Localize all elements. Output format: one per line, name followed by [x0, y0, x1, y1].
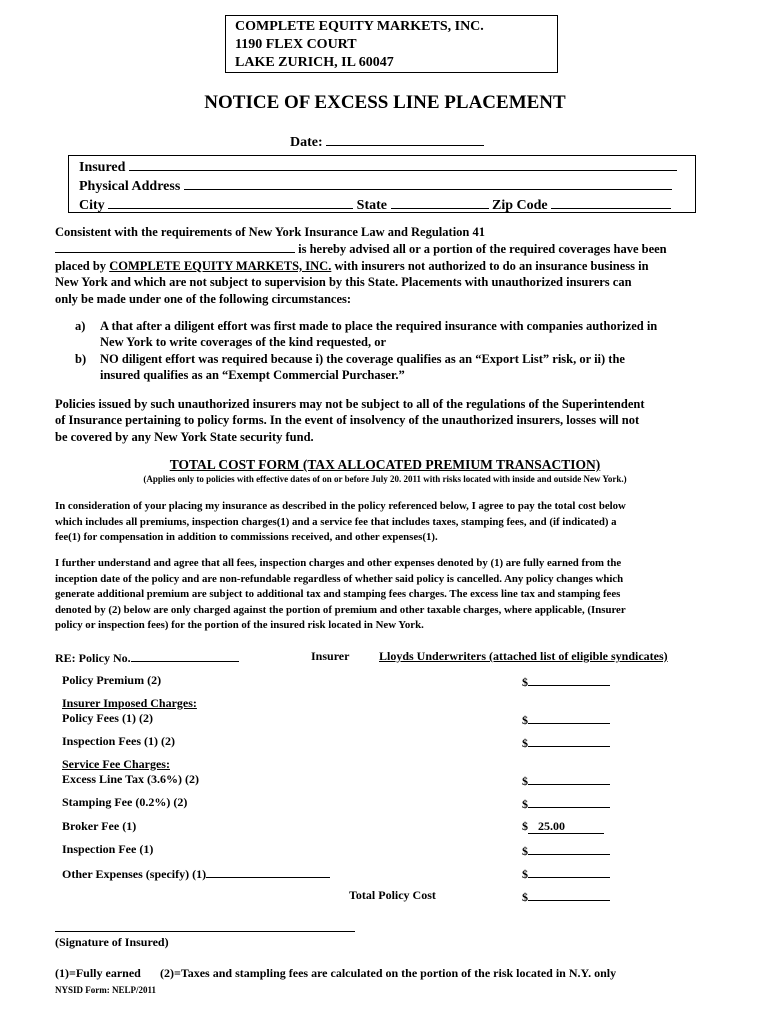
insured-box	[68, 155, 696, 213]
list-item-text: NO diligent effort was required because i) the coverage qualifies as an “Export List” risk, or ii) the	[100, 351, 625, 366]
zip-label: Zip Code	[492, 198, 548, 213]
zip-input-line[interactable]	[551, 196, 671, 209]
footnote-one: (1)=Fully earned	[55, 966, 141, 980]
list-item-text: insured qualifies as an “Exempt Commercial Purchaser.”	[100, 368, 405, 383]
broker-fee-value: 25.00	[538, 819, 565, 833]
policy-number-field	[55, 649, 239, 666]
intro-line-2	[55, 240, 725, 257]
inspection-fees-input-line[interactable]	[528, 734, 610, 747]
state-label: State	[356, 198, 387, 213]
form-id: NYSID Form: NELP/2011	[55, 985, 156, 995]
policies-line: of Insurance pertaining to policy forms. In the event of insolvency of the unauthorized insurers, losses will not	[55, 413, 640, 428]
intro-line-3-prefix: placed by	[55, 258, 107, 273]
inspection-fee-label: Inspection Fee (1)	[62, 842, 154, 856]
signature-line[interactable]	[55, 931, 355, 932]
circumstances-list	[75, 318, 725, 384]
policies-paragraph	[55, 396, 725, 445]
currency-symbol: $	[522, 844, 528, 858]
understand-line: I further understand and agree that all fees, inspection charges and other expenses denoted by (1) are fully earned from the	[55, 557, 622, 569]
insured-label: Insured	[79, 160, 126, 175]
date-input-line[interactable]	[326, 133, 484, 146]
intro-line-5: only be made under one of the following circumstances:	[55, 291, 352, 306]
list-marker: b)	[75, 351, 87, 366]
insurer-imposed-heading: Insurer Imposed Charges:	[62, 696, 197, 710]
insured-row	[79, 158, 685, 177]
policy-premium-label: Policy Premium (2)	[62, 673, 162, 687]
currency-symbol: $	[522, 819, 528, 833]
intro-paragraph	[55, 224, 725, 307]
consideration-line: which includes all premiums, inspection charges(1) and a service fee that includes taxes, stamping fees, and (if indicated) a	[55, 515, 617, 528]
signature-label: (Signature of Insured)	[55, 935, 169, 949]
list-marker: a)	[75, 319, 86, 333]
currency-symbol: $	[522, 890, 528, 904]
intro-company-name: COMPLETE EQUITY MARKETS, INC.	[109, 258, 332, 273]
service-fee-heading: Service Fee Charges:	[62, 757, 170, 771]
list-item-text: New York to write coverages of the kind requested, or	[100, 335, 387, 350]
intro-line-2-text: is hereby advised all or a portion of the required coverages have been	[298, 242, 667, 257]
intro-line-1: Consistent with the requirements of New York Insurance Law and Regulation 41	[55, 225, 485, 239]
list-item	[75, 351, 725, 384]
currency-symbol: $	[522, 774, 528, 788]
inspection-fees-amount	[522, 734, 610, 751]
city-input-line[interactable]	[108, 196, 353, 209]
currency-symbol: $	[522, 867, 528, 881]
policy-number-input-line[interactable]	[131, 649, 239, 662]
policy-number-label: RE: Policy No.	[55, 651, 131, 665]
address-row	[79, 177, 685, 196]
stamping-fee-input-line[interactable]	[528, 795, 610, 808]
currency-symbol: $	[522, 797, 528, 811]
company-street: 1190 FLEX COURT	[235, 37, 357, 52]
broker-fee-label: Broker Fee (1)	[62, 819, 137, 833]
date-label: Date:	[290, 135, 323, 150]
company-name: COMPLETE EQUITY MARKETS, INC.	[235, 19, 484, 34]
policy-premium-input-line[interactable]	[528, 673, 610, 686]
excess-line-tax-amount	[522, 772, 610, 789]
state-input-line[interactable]	[391, 196, 489, 209]
city-row	[79, 196, 685, 215]
broker-fee-amount	[522, 819, 604, 834]
currency-symbol: $	[522, 675, 528, 689]
policy-fees-input-line[interactable]	[528, 711, 610, 724]
address-label: Physical Address	[79, 179, 181, 194]
inspection-fee-input-line[interactable]	[528, 842, 610, 855]
understand-line: denoted by (2) below are only charged against the portion of premium and other taxable charges, where applicable, (Insurer	[55, 603, 626, 616]
currency-symbol: $	[522, 713, 528, 727]
policies-line: be covered by any New York State security fund.	[55, 429, 314, 444]
intro-line-3	[55, 258, 725, 274]
total-policy-cost-input-line[interactable]	[528, 888, 610, 901]
footnote-two: (2)=Taxes and stampling fees are calculated on the portion of the risk located in N.Y. only	[160, 966, 617, 980]
list-item-text: A that after a diligent effort was first made to place the required insurance with companies authorized in	[100, 319, 658, 333]
total-cost-form-title: TOTAL COST FORM (TAX ALLOCATED PREMIUM TRANSACTION)	[169, 457, 601, 472]
company-city: LAKE ZURICH, IL 60047	[235, 55, 394, 70]
other-expenses-field	[62, 865, 330, 882]
policy-fees-amount	[522, 711, 610, 728]
insured-input-line[interactable]	[129, 158, 677, 171]
other-expenses-input-line[interactable]	[528, 865, 610, 878]
understand-line: policy or inspection fees) for the portion of the insured risk located in New York.	[55, 619, 424, 632]
list-item	[75, 318, 725, 351]
other-expenses-label: Other Expenses (specify) (1)	[62, 867, 207, 881]
city-label: City	[79, 198, 105, 213]
understand-line: inception date of the policy and are non-refundable regardless of whether said policy is cancelled. Any policy changes which	[55, 572, 624, 585]
consideration-paragraph	[55, 499, 725, 546]
applies-note: (Applies only to policies with effective dates of on or before July 20. 2011 with risks located with inside and outside New York.)	[143, 474, 627, 484]
understand-line: generate additional premium are subject to additional tax and stamping fees charges. The excess line tax and stamping fees	[55, 588, 621, 601]
total-policy-cost-label: Total Policy Cost	[349, 888, 436, 902]
other-expenses-specify-input-line[interactable]	[206, 865, 330, 878]
company-address-box	[225, 15, 558, 73]
form-title: NOTICE OF EXCESS LINE PLACEMENT	[204, 92, 566, 113]
stamping-fee-label: Stamping Fee (0.2%) (2)	[62, 795, 188, 809]
currency-symbol: $	[522, 736, 528, 750]
advised-party-input-line[interactable]	[55, 240, 295, 253]
policies-line: Policies issued by such unauthorized insurers may not be subject to all of the regulations of the Superintendent	[55, 397, 645, 411]
consideration-line: fee(1) for compensation in addition to commissions received, and other expenses(1).	[55, 531, 438, 544]
address-input-line[interactable]	[184, 177, 672, 190]
insurer-label: Insurer	[311, 649, 350, 663]
broker-fee-input-line[interactable]	[528, 819, 604, 834]
intro-line-3-suffix: with insurers not authorized to do an insurance business in	[334, 258, 649, 273]
inspection-fees-label: Inspection Fees (1) (2)	[62, 734, 175, 748]
total-policy-cost-amount	[522, 888, 610, 905]
stamping-fee-amount	[522, 795, 610, 812]
excess-line-tax-label: Excess Line Tax (3.6%) (2)	[62, 772, 200, 786]
other-expenses-amount	[522, 865, 610, 882]
policy-premium-amount	[522, 673, 610, 690]
understand-paragraph	[55, 556, 725, 634]
policy-fees-label: Policy Fees (1) (2)	[62, 711, 153, 725]
intro-line-4: New York and which are not subject to supervision by this State. Placements with unauthorized insurers can	[55, 275, 632, 290]
consideration-line: In consideration of your placing my insurance as described in the policy referenced below, I agree to pay the total cost below	[55, 500, 626, 512]
excess-line-tax-input-line[interactable]	[528, 772, 610, 785]
inspection-fee-amount	[522, 842, 610, 859]
date-field	[290, 133, 484, 151]
insurer-value: Lloyds Underwriters (attached list of eligible syndicates)	[379, 649, 668, 663]
